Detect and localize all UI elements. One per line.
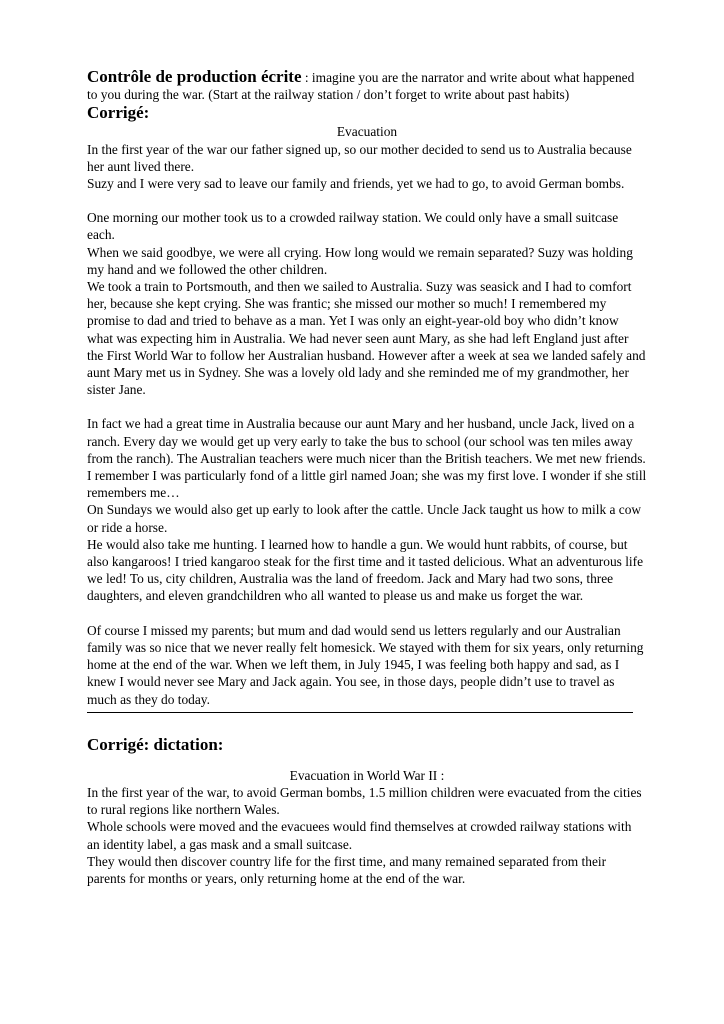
story-paragraph: When we said goodbye, we were all crying. How long would we remain separated? Suzy was holding my hand and we followed the other children. — [87, 244, 633, 277]
dictation-title: Evacuation in World War II : — [289, 767, 445, 783]
story-paragraph: One morning our mother took us to a crowded railway station. We could only have a small suitcase each. — [87, 210, 619, 243]
story-paragraph: Suzy and I were very sad to leave our family and friends, yet we had to go, to avoid German bombs. — [87, 176, 625, 192]
paragraph-gap — [87, 192, 647, 209]
paragraph-gap — [87, 605, 647, 622]
dictation-paragraph: In the first year of the war, to avoid German bombs, 1.5 million children were evacuated from the cities to rural regions like northern Wales. — [87, 784, 642, 818]
story-body — [87, 141, 647, 708]
dictation-paragraph: They would then discover country life for the first time, and many remained separated from their parents for months or years, only returning home at the end of the war. — [87, 853, 607, 886]
exercise-title: Contrôle de production écrite — [87, 67, 302, 86]
exercise-instructions: : imagine you are the narrator and write about what happened to you during the war. (Start at the railway station / don’t forget to write about past habits) — [87, 70, 635, 103]
paragraph-gap — [87, 398, 647, 415]
heading-gap — [87, 755, 647, 767]
corrige-heading: Corrigé: — [87, 103, 150, 123]
story-paragraph: We took a train to Portsmouth, and then we sailed to Australia. Suzy was seasick and I had to comfort her, because she kept crying. She was frantic; she missed our mother so much! I remembered my promise to dad and tried to behave as a man. Yet I was only an eight-year-old boy who didn’t know what was expecting him in Australia. We had never seen aunt Mary, as she had left England just after the First World War to follow her Australian husband. However after a week at sea we landed safely and aunt Mary met us in Sydney. She was a lovely old lady and she reminded me of my grandmother, her sister Jane. — [87, 279, 646, 398]
section-gap — [87, 713, 647, 735]
exercise-header — [87, 68, 647, 103]
story-title: Evacuation — [336, 124, 398, 140]
story-paragraph: Of course I missed my parents; but mum and dad would send us letters regularly and our Australian family was so nice that we never really felt homesick. We stayed with them for six years, only returning home at the end of the war. When we left them, in July 1945, I was feeling both happy and sad, as I knew I would never see Mary and Jack again. You see, in those days, people didn’t use to travel as much as they do today. — [87, 622, 644, 707]
story-paragraph: In the first year of the war our father signed up, so our mother decided to send us to Australia because her aunt lived there. — [87, 141, 632, 174]
dictation-paragraph: Whole schools were moved and the evacuees would find themselves at crowded railway stations with an identity label, a gas mask and a small suitcase. — [87, 819, 632, 852]
story-paragraph: On Sundays we would also get up early to look after the cattle. Uncle Jack taught us how to milk a cow or ride a horse. — [87, 502, 642, 535]
dictation-heading: Corrigé: dictation: — [87, 734, 224, 754]
story-paragraph: He would also take me hunting. I learned how to handle a gun. We would hunt rabbits, of course, but also kangaroos! I tried kangaroo steak for the first time and it tasted delicious. What an adventurous life we led! To us, city children, Australia was the land of freedom. Jack and Mary had two sons, three daughters, and eleven grandchildren who all wanted to please us and make us forget the war. — [87, 536, 644, 604]
dictation-body — [87, 784, 647, 887]
story-paragraph: In fact we had a great time in Australia because our aunt Mary and her husband, uncle Jack, lived on a ranch. Every day we would get up very early to take the bus to school (our school was ten miles away from the ranch). The Australian teachers were much nicer than the British teachers. We met new friends. I remember I was particularly fond of a little girl named Joan; she was my first love. I wonder if she still remembers me… — [87, 416, 647, 501]
document-page — [87, 68, 647, 887]
